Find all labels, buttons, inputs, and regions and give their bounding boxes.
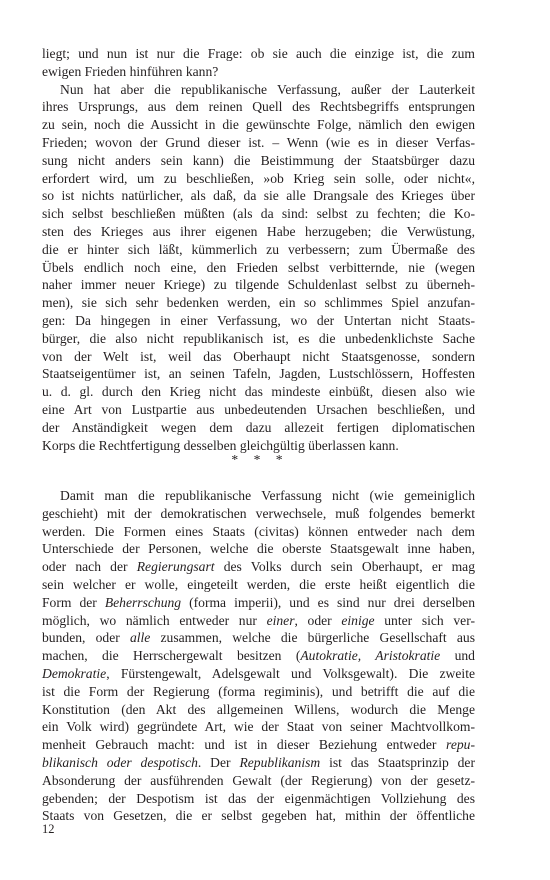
text-line: Übels endlich noch eine, den Frieden selbst verbitternde, nie (wegen xyxy=(42,259,475,275)
text-line xyxy=(42,612,475,630)
text-line: werden. Die Formen eines Staats (civitas) können entweder nach dem xyxy=(42,523,475,539)
text-line: Nun hat aber die republikanische Verfassung, außer der Lauterkeit xyxy=(60,81,475,97)
text-line: men), sie sich sehr bedenken werden, ein so schlimmes Spiel anzufan- xyxy=(42,295,475,311)
text-line: Damit man die republikanische Verfassung nicht (wie gemeiniglich xyxy=(60,488,475,503)
text-line: ewigen Frieden hinführen kann? xyxy=(42,63,219,79)
text-line: erfordert wird, um zu beschließen, »ob Krieg sein solle, oder nicht«, xyxy=(42,170,475,186)
text-line: die er hinter sich läßt, kümmerlich zu verbessern; zum Übermaße des xyxy=(42,241,475,257)
text-line: sung nicht anders sein kann) die Beistimmung der Staatsbürger dazu xyxy=(42,152,475,168)
text-run: machen, die Herrschergewalt besitzen ( xyxy=(42,648,301,664)
text-run: (forma imperii), und es sind nur drei derselben xyxy=(181,594,475,610)
italic-term: repu- xyxy=(446,737,475,753)
text-line: liegt; und nun ist nur die Frage: ob sie auch die einzige ist, die zum xyxy=(42,46,475,61)
text-line: Korps die Rechtfertigung desselben gleichgültig überlassen kann. xyxy=(42,437,399,453)
text-run: des Volks durch sein Oberhaupt, er mag xyxy=(214,559,475,575)
text-line: ist die Form der Regierung (forma regiminis), und betrifft die auf die xyxy=(42,683,475,699)
text-run: und xyxy=(440,648,475,664)
text-line xyxy=(42,665,475,683)
italic-term: einige xyxy=(341,612,375,628)
text-line: Unterschiede der Personen, welche die oberste Staatsgewalt inne haben, xyxy=(42,541,475,557)
italic-term: blikanisch oder despotisch xyxy=(42,754,198,770)
text-run: bunden, oder xyxy=(42,630,130,646)
paragraph-block-1 xyxy=(42,45,475,454)
text-line xyxy=(42,647,475,665)
section-separator: * * * xyxy=(231,452,289,467)
text-line: so ist nichts natürlicher, als daß, da sie alle Drangsale des Krieges über xyxy=(42,188,475,204)
text-run: . Der xyxy=(197,754,240,770)
text-line: Staats von Gesetzen, die er selbst gegeben hat, mithin der öffentliche xyxy=(42,808,475,824)
italic-term: Beherrschung xyxy=(104,594,182,610)
italic-term: Republikanism xyxy=(239,754,321,770)
text-line: sich selbst beschließen müßten (als da sind: selbst zu fechten; die Ko- xyxy=(42,206,475,222)
text-run: möglich, wo nämlich entweder nur xyxy=(42,612,267,628)
text-line: Frieden; wovon der Grund dieser ist. – Wenn (wie es in dieser Verfas- xyxy=(42,134,475,150)
text-run: unter sich ver- xyxy=(374,612,475,628)
text-line xyxy=(42,629,475,647)
text-line: ihres Ursprungs, aus dem reinen Quell des Rechtsbegriffs entsprungen xyxy=(42,99,475,115)
text-line: gebenden; der Despotism ist das der eigenmächtigen Vollziehung des xyxy=(42,790,475,806)
text-line: ein Volk wird) gegründete Art, wie der Staat von seiner Machtvollkom- xyxy=(42,719,475,735)
text-line: Staatseigentümer ist, an seinen Tafeln, Jagden, Lustschlössern, Hoffesten xyxy=(42,366,475,382)
text-run: menheit Gebrauch macht: und ist in dieser Beziehung entweder xyxy=(42,737,447,753)
text-line: Konstitution (den Akt des allgemeinen Willens, wodurch die Menge xyxy=(42,701,475,717)
text-line: naher immer neuer Kriege) zu tilgende Schuldenlast selbst zu überneh- xyxy=(42,277,475,293)
italic-term: Autokratie, Aristokratie xyxy=(300,648,441,664)
text-line xyxy=(42,736,475,754)
text-run: , Fürstengewalt, Adelsgewalt und Volksgewalt). Die zweite xyxy=(106,665,475,681)
text-line: zu sein, noch die Aussicht in die gewünschte Folge, nämlich den ewigen xyxy=(42,117,475,133)
text-run: zusammen, welche die bürgerliche Gesellschaft aus xyxy=(150,630,475,646)
italic-term: alle xyxy=(129,630,151,646)
text-line: eine Art von Lustpartie aus unbedeutenden Ursachen beschließen, und xyxy=(42,401,475,417)
text-line: gen: Da hingegen in einer Verfassung, wo der Untertan nicht Staats- xyxy=(42,312,475,328)
text-line xyxy=(42,754,475,772)
text-run: Form der xyxy=(42,594,105,610)
text-run: , oder xyxy=(294,612,342,628)
text-line xyxy=(42,594,475,612)
page-number: 12 xyxy=(42,822,55,836)
text-line xyxy=(42,558,475,576)
text-run: ist das Staatsprinzip der xyxy=(320,754,475,770)
text-line: geschieht) mit der demokratischen verwechsele, muß folgendes bemerkt xyxy=(42,505,475,521)
text-line: Absonderung der ausführenden Gewalt (der Regierung) von der gesetz- xyxy=(42,772,475,788)
italic-term: Regierungsart xyxy=(136,559,215,575)
text-line: von der Welt ist, weil das Oberhaupt nicht Staatsgenosse, sondern xyxy=(42,348,475,364)
text-run: oder nach der xyxy=(42,559,137,575)
text-line: sein welcher er wolle, eingeteilt werden, die erste heißt eigentlich die xyxy=(42,576,475,592)
text-line: der Anständigkeit wegen dem dazu allezeit fertigen diplomatischen xyxy=(42,419,475,435)
paragraph-block-2 xyxy=(42,487,475,825)
text-line: sten des Krieges aus ihrer eigenen Habe herzugeben; die Verwüstung, xyxy=(42,223,475,239)
italic-term: Demokratie xyxy=(42,665,107,681)
text-line: bürger, die also nicht republikanisch ist, es die unbedenklichste Sache xyxy=(42,330,475,346)
text-line: u. d. gl. durch den Krieg nicht das mindeste einbüßt, diesen also wie xyxy=(42,384,475,400)
italic-term: einer xyxy=(266,612,295,628)
